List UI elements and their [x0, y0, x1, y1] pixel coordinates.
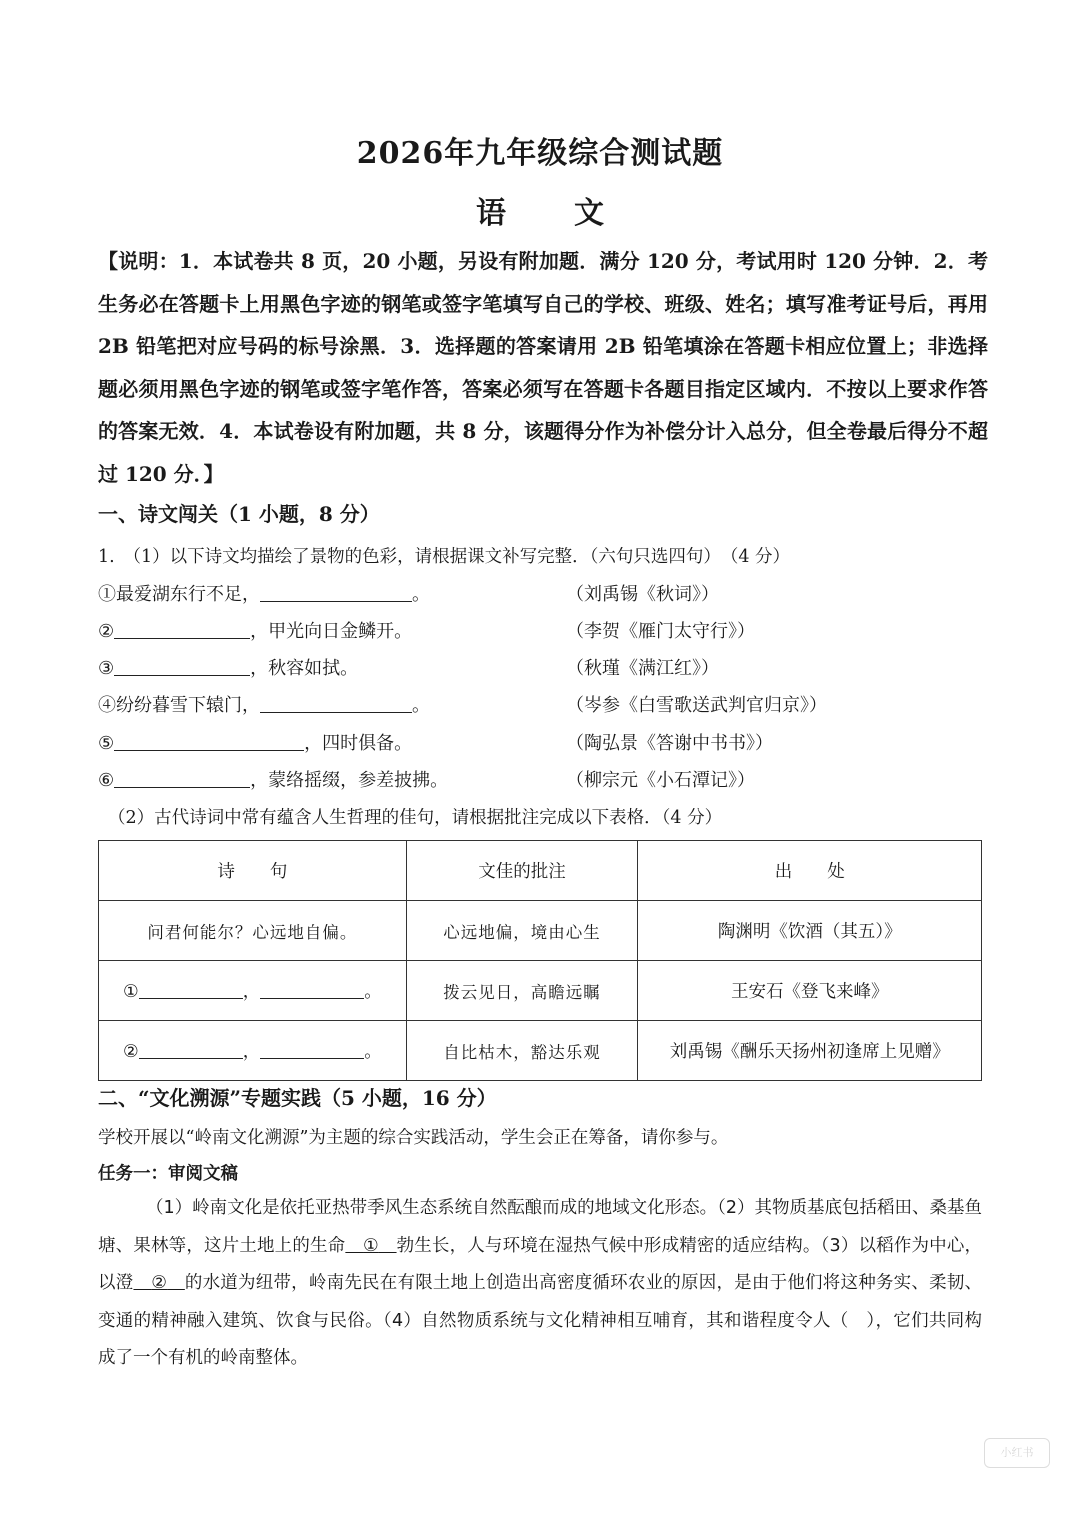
- subject-char-2: 文: [574, 196, 604, 231]
- passage-part-c: 的水道为纽带，岭南先民在有限土地上创造出高密度循环农业的原因，是由于他们将这种务实、柔韧、变通的精神融入建筑、饮食与民俗。（4）自然物质系统与文化精神相互哺育，其和谐程度令人（ ），它们共同构成了一个有机的岭南整体。: [98, 1273, 983, 1368]
- header-note: 文佳的批注: [406, 841, 638, 901]
- poem-line-5: [98, 729, 978, 759]
- answer-blank[interactable]: [114, 620, 250, 639]
- verse-mark: ②: [123, 1042, 139, 1062]
- poem-4-source: （岑参《白雪歌送武判官归京》）: [566, 695, 827, 716]
- poem-line-4: [98, 691, 978, 721]
- poem-5-post: ，四时俱备。: [304, 733, 413, 754]
- poem-line-3: [98, 654, 978, 684]
- answer-blank[interactable]: [260, 694, 412, 713]
- poem-4-pre: ④纷纷暮雪下辕门，: [98, 695, 260, 716]
- question-1-part-2: （2）古代诗词中常有蕴含人生哲理的佳句，请根据批注完成以下表格．（4 分）: [108, 808, 723, 828]
- watermark-logo: 小红书: [984, 1438, 1050, 1468]
- poem-6-pre: ⑥: [98, 770, 115, 791]
- task-1-passage: [98, 1190, 982, 1378]
- verse-mark: ①: [123, 982, 139, 1002]
- poem-4-post: 。: [412, 695, 430, 716]
- header-verse: 诗 句: [99, 841, 407, 901]
- subject-char-1: 语: [476, 196, 506, 231]
- passage-blank-2[interactable]: [133, 1273, 184, 1293]
- poem-6-post: ，蒙络摇缀，参差披拂。: [250, 770, 449, 791]
- answer-blank[interactable]: [114, 732, 304, 751]
- note-cell: 心远地偏，境由心生: [406, 901, 638, 961]
- poem-line-2: [98, 617, 978, 647]
- source-cell: 王安石《登飞来峰》: [638, 961, 982, 1021]
- answer-blank[interactable]: [260, 1040, 364, 1059]
- poem-2-pre: ②: [98, 621, 115, 642]
- exam-title: 2026年九年级综合测试题: [356, 136, 724, 171]
- source-cell: 陶渊明《饮酒（其五）》: [638, 901, 982, 961]
- poem-3-post: ，秋容如拭。: [250, 658, 359, 679]
- poem-2-source: （李贺《雁门太守行》）: [566, 621, 755, 642]
- verse-answer-cell[interactable]: ① ， 。: [99, 961, 407, 1021]
- answer-blank[interactable]: [139, 980, 243, 999]
- subject-title: [0, 188, 1080, 232]
- answer-blank[interactable]: [114, 769, 250, 788]
- task-1-heading: 任务一：审阅文稿: [98, 1164, 238, 1184]
- exam-instructions: 【说明：1．本试卷共 8 页，20 小题，另设有附加题．满分 120 分，考试用时 120 分钟．2．考生务必在答题卡上用黑色字迹的钢笔或签字笔填写自己的学校、班级、姓名；填写准考证号后，再用 2B 铅笔把对应号码的标号涂黑．3．选择题的答案请用 2B 铅笔填涂在答题卡相应位置上；非选择题必须用黑色字迹的钢笔或签字笔作答，答案必须写在答题卡各题目指定区域内．不按以上要求作答的答案无效．4．本试卷设有附加题，共 8 分，该题得分作为补偿分计入总分，但全卷最后得分不超过 120 分．】: [98, 249, 988, 486]
- table-row: [99, 901, 982, 961]
- answer-blank[interactable]: [114, 657, 250, 676]
- poem-6-source: （柳宗元《小石潭记》）: [566, 770, 755, 791]
- poem-line-6: [98, 766, 978, 796]
- poem-1-pre: ①最爱湖东行不足，: [98, 584, 260, 605]
- section-2-heading: 二、“文化溯源”专题实践（5 小题，16 分）: [98, 1086, 497, 1110]
- poem-line-1: [98, 580, 978, 610]
- passage-part-a: （1）岭南文化是依托亚热带季风生态系统自然酝酿而成的地域文化形态。（2）其物质基底包括稻田、桑基鱼塘、果林等，这片土地上的生命: [98, 1198, 983, 1256]
- poem-5-source: （陶弘景《答谢中书书》）: [566, 733, 773, 754]
- poem-1-source: （刘禹锡《秋词》）: [566, 584, 719, 605]
- table-header-row: [99, 841, 982, 901]
- verse-answer-cell[interactable]: ② ， 。: [99, 1021, 407, 1081]
- table-row: [99, 961, 982, 1021]
- poem-3-pre: ③: [98, 658, 115, 679]
- poem-1-post: 。: [412, 584, 430, 605]
- table-row: [99, 1021, 982, 1081]
- blank-2-label: ②: [151, 1273, 168, 1293]
- answer-blank[interactable]: [139, 1040, 243, 1059]
- section-1-heading: 一、诗文闯关（1 小题，8 分）: [98, 502, 380, 526]
- note-cell: 拨云见日，高瞻远瞩: [406, 961, 638, 1021]
- note-cell: 自比枯木，豁达乐观: [406, 1021, 638, 1081]
- question-1-intro: 1. （1）以下诗文均描绘了景物的色彩，请根据课文补写完整．（六句只选四句） （4 分）: [98, 547, 791, 567]
- answer-blank[interactable]: [260, 583, 412, 602]
- answer-blank[interactable]: [260, 980, 364, 999]
- blank-1-label: ①: [363, 1235, 379, 1256]
- poetry-table: [98, 840, 982, 1081]
- source-cell: 刘禹锡《酬乐天扬州初逢席上见赠》: [638, 1021, 982, 1081]
- header-source: 出 处: [638, 841, 982, 901]
- verse-cell: 问君何能尔？心远地自偏。: [99, 901, 407, 961]
- passage-blank-1[interactable]: [345, 1236, 396, 1256]
- section-2-intro: 学校开展以“岭南文化溯源”为主题的综合实践活动，学生会正在筹备，请你参与。: [98, 1128, 729, 1148]
- passage-part-b: 勃生长，人与环境在湿热气候中形成精密的适应结构。（3）以稻作为中心，以澄: [98, 1235, 982, 1293]
- poem-5-pre: ⑤: [98, 733, 115, 754]
- poem-3-source: （秋瑾《满江红》）: [566, 658, 719, 679]
- poem-2-post: ，甲光向日金鳞开。: [250, 621, 413, 642]
